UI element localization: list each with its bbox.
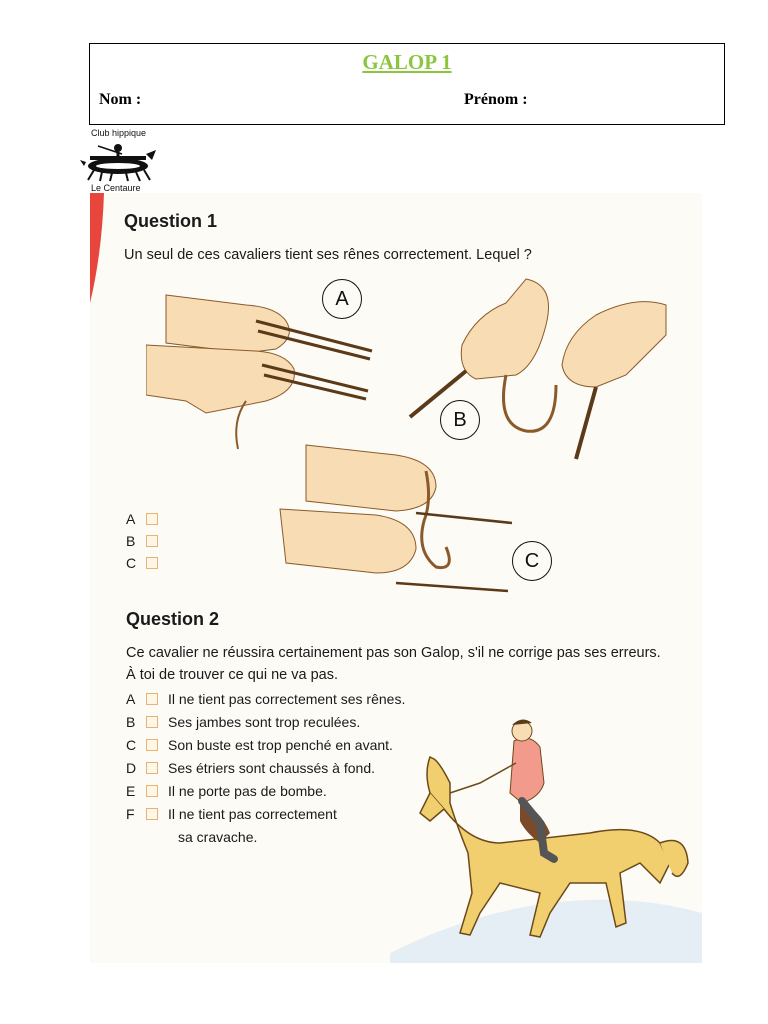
nom-label: Nom : (99, 91, 142, 108)
question2-text-line2: À toi de trouver ce qui ne va pas. (126, 667, 338, 683)
question2-heading: Question 2 (126, 609, 220, 629)
centaur-logo-icon (78, 140, 158, 182)
q1-option-letter: C (126, 555, 137, 571)
horse-rider-illustration (390, 713, 702, 963)
q2-checkbox-d[interactable] (146, 762, 158, 774)
q2-option-text: Il ne porte pas de bombe. (168, 783, 327, 799)
q2-option-text: Il ne tient pas correctement ses rênes. (168, 691, 406, 707)
q2-option-letter: C (126, 737, 137, 753)
question2-text-line1: Ce cavalier ne réussira certainement pas son Galop, s'il ne corrige pas ses erreurs. (126, 645, 661, 661)
q2-option-text: Ses jambes sont trop reculées. (168, 714, 361, 730)
q2-option-f-continuation: sa cravache. (178, 829, 258, 845)
header-box (89, 43, 725, 125)
q2-option-letter: B (126, 714, 136, 730)
q2-option-letter: E (126, 783, 136, 799)
q1-option-a[interactable] (126, 511, 168, 527)
q1-option-letter: A (126, 511, 136, 527)
q2-option-c[interactable] (126, 737, 393, 753)
q2-option-text: Son buste est trop penché en avant. (168, 737, 393, 753)
q2-option-d[interactable] (126, 760, 375, 776)
page-title: GALOP 1 (362, 50, 452, 74)
hands-illustration-c (276, 431, 516, 601)
illustration-label-c: C (512, 541, 552, 581)
question1-text: Un seul de ces cavaliers tient ses rênes correctement. Lequel ? (124, 247, 532, 263)
q2-checkbox-c[interactable] (146, 739, 158, 751)
q2-checkbox-b[interactable] (146, 716, 158, 728)
q2-option-b[interactable] (126, 714, 360, 730)
q2-checkbox-a[interactable] (146, 693, 158, 705)
prenom-label: Prénom : (464, 91, 528, 108)
q2-option-letter: F (126, 806, 135, 822)
q2-option-a[interactable] (126, 691, 405, 707)
illustration-label-b: B (440, 400, 480, 440)
q2-option-text: Ses étriers sont chaussés à fond. (168, 760, 375, 776)
worksheet-scan (90, 193, 702, 963)
red-tab-decoration (90, 193, 104, 303)
club-name-line2: Le Centaure (91, 183, 141, 193)
q1-option-letter: B (126, 533, 136, 549)
q2-option-e[interactable] (126, 783, 327, 799)
q1-checkbox-a[interactable] (146, 513, 158, 525)
q2-option-letter: D (126, 760, 137, 776)
q2-option-f[interactable] (126, 806, 337, 822)
q2-checkbox-e[interactable] (146, 785, 158, 797)
q1-checkbox-c[interactable] (146, 557, 158, 569)
q2-option-text: Il ne tient pas correctement (168, 806, 337, 822)
q1-option-b[interactable] (126, 533, 168, 549)
q2-option-letter: A (126, 691, 136, 707)
club-name-line1: Club hippique (91, 128, 147, 138)
question1-heading: Question 1 (124, 211, 218, 231)
illustration-label-a: A (322, 279, 362, 319)
q2-checkbox-f[interactable] (146, 808, 158, 820)
q1-option-c[interactable] (126, 555, 168, 571)
q1-checkbox-b[interactable] (146, 535, 158, 547)
